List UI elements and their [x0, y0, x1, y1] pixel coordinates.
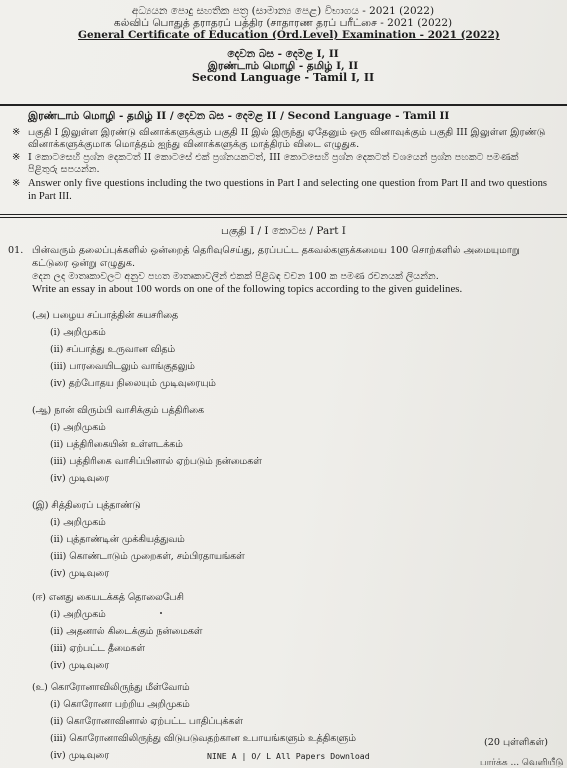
- topic-point: (iv) முடிவுரை: [50, 568, 110, 579]
- instruction-sinhala: [10, 152, 550, 175]
- header-english-exam-title: General Certificate of Education (Ord.Level) Examination - 2021 (2022): [78, 29, 500, 41]
- topic-point: (iii) கொரோனாவிலிருந்து விடுபடுவதற்கான உபாயங்களும் உத்திகளும்: [50, 733, 356, 744]
- topic-a: [32, 310, 216, 390]
- topic-label: (உ): [32, 682, 48, 693]
- topic-point: (i) அறிமுகம்: [50, 327, 106, 338]
- topic-point: (iii) கொண்டாடும் முறைகள், சம்பிரதாயங்கள்: [50, 551, 245, 562]
- topic-u: [32, 682, 356, 762]
- topic-point: (iv) முடிவுரை: [50, 750, 110, 761]
- topic-ii: [32, 592, 202, 672]
- topic-point: (iii) ஏற்பட்ட தீமைகள்: [50, 643, 145, 654]
- header-english-subject: Second Language - Tamil I, II: [191, 71, 375, 84]
- topic-point: (iii) பாரவையிடலும் வாங்குதலும்: [50, 361, 195, 372]
- instruction-tamil: [10, 127, 550, 150]
- topic-point: (ii) கொரோனாவினால் ஏற்பட்ட பாதிப்புக்கள்: [50, 716, 243, 727]
- topic-heading: கொரோனாவிலிருந்து மீள்வோம்: [50, 682, 190, 693]
- topic-heading: சித்திரைப் புத்தாண்டு: [51, 500, 141, 511]
- instruction-text: Answer only five questions including the two questions in Part I and selecting one question from Part II and two questions in Part III.: [28, 178, 548, 203]
- question-text-tamil: பின்வரும் தலைப்புக்களில் ஒன்றைத் தெரிவுசெய்து, தரப்பட்ட தகவல்களுக்கமைய 100 சொற்களில் அமையுமாறு கட்டுரை ஒன்று எழுதுக.: [32, 245, 520, 269]
- header-tamil-subject: இரண்டாம் மொழி - தமிழ் I, II: [207, 60, 359, 72]
- corner-text: பார்க்க ... வெளியீடு: [480, 758, 564, 768]
- header-sinhala-exam-title: අධ්‍යයන පොදු සහතික පත්‍ර (සාමාන්‍ය පෙළ) විභාගය - 2021 (2022): [131, 5, 435, 17]
- topic-heading: நான் விரும்பி வாசிக்கும் பத்திரிகை: [54, 405, 204, 416]
- topic-point: (i) அறிமுகம்: [50, 609, 106, 620]
- exam-header: [78, 5, 500, 84]
- topic-point: (iv) தற்போதய நிலையும் முடிவுரையும்: [50, 378, 216, 389]
- topic-point: (ii) சப்பாத்து உருவான விதம்: [50, 344, 176, 355]
- instructions-divider-double: [0, 217, 567, 218]
- question-1: [8, 245, 548, 296]
- topic-title: [32, 592, 202, 604]
- topic-i: [32, 500, 245, 580]
- topic-label: (அ): [32, 310, 50, 321]
- topic-point: (ii) அதனால் கிடைக்கும் நன்மைகள்: [50, 626, 203, 637]
- topic-label: (ஆ): [32, 405, 52, 416]
- instruction-english: [10, 177, 550, 203]
- topic-title: [32, 682, 356, 694]
- topic-point: (iv) முடிவுரை: [50, 660, 110, 671]
- topic-point: (iv) முடிவுரை: [50, 473, 110, 484]
- question-number: 01.: [8, 245, 24, 256]
- topic-label: (இ): [32, 500, 49, 511]
- topic-point: (ii) பத்திரிகையின் உள்ளடக்கம்: [50, 439, 183, 450]
- topic-point: (i) கொரோனா பற்றிய அறிமுகம்: [50, 699, 190, 710]
- header-divider: [0, 104, 567, 106]
- bullet-mark: ※: [12, 178, 21, 190]
- bullet-mark: ※: [12, 127, 21, 138]
- topic-label: (ஈ): [32, 592, 46, 603]
- page-footer: NINE A | O/ L All Papers Download: [207, 751, 370, 761]
- topic-title: [32, 405, 262, 417]
- topic-point: (ii) புத்தாண்டின் முக்கியத்துவம்: [50, 534, 185, 545]
- instructions-divider: [0, 214, 567, 215]
- topic-point: (iii) பத்திரிகை வாசிப்பினால் ஏற்படும் நன்மைகள்: [50, 456, 262, 467]
- topic-title: [32, 310, 216, 322]
- instructions-block: [10, 127, 550, 205]
- question-text-sinhala: දෙන ලද මාතෘකාවලට අනුව පහත මාතෘකාවලින් එකක් පිළිබඳ වචන 100 ක පමණ රචනයක් ලියන්න.: [32, 270, 439, 282]
- header-tamil-exam-title: கல்விப் பொதுத் தராதரப் பத்திர (சாதாரண தரப் பரீட்சை - 2021 (2022): [113, 17, 453, 29]
- header-sinhala-subject: දෙවන බස - දෙමළ I, II: [227, 48, 339, 60]
- paper-subject-line: இரண்டாம் மொழி - தமிழ் II / දෙවන බස - දෙමළ II / Second Language - Tamil II: [28, 110, 450, 122]
- topic-heading: பழைய சப்பாத்தின் சுயசரிதை: [52, 310, 179, 321]
- bullet-mark: ※: [12, 152, 21, 164]
- instruction-text: I කොටසෙහි ප්‍රශ්න දෙකටත් II කොටසේ එක් ප්‍රශ්නයකටත්, III කොටසෙහි ප්‍රශ්න දෙකටත් වශයෙන් ප්‍රශ්න පහකට පමණක් පිළිතුරු සපයන්න.: [28, 152, 519, 175]
- topic-heading: எனது கையடக்கத் தொலைபேசி: [48, 592, 184, 603]
- stray-ink-dot: [160, 612, 162, 614]
- marks-label: (20 புள்ளிகள்): [484, 737, 548, 748]
- topic-point: (i) அறிமுகம்: [50, 422, 106, 433]
- topic-aa: [32, 405, 262, 485]
- part-title: பகுதி I / I කොටස / Part I: [221, 225, 346, 237]
- instruction-text: பகுதி I இலுள்ள இரண்டு வினாக்களுக்கும் பகுதி II இல் இருந்து ஏதேனும் ஒரு வினாவுக்கும் பகுதி III இலுள்ள இரண்டு வினாக்களுக்குமாக மொத்தம் ஐந்து வினாக்களுக்கு மாத்திரம் விடை எழுதுக.: [28, 127, 546, 150]
- topic-title: [32, 500, 245, 512]
- topic-point: (i) அறிமுகம்: [50, 517, 106, 528]
- question-text-english: Write an essay in about 100 words on one of the following topics according to the given guidelines.: [32, 283, 463, 296]
